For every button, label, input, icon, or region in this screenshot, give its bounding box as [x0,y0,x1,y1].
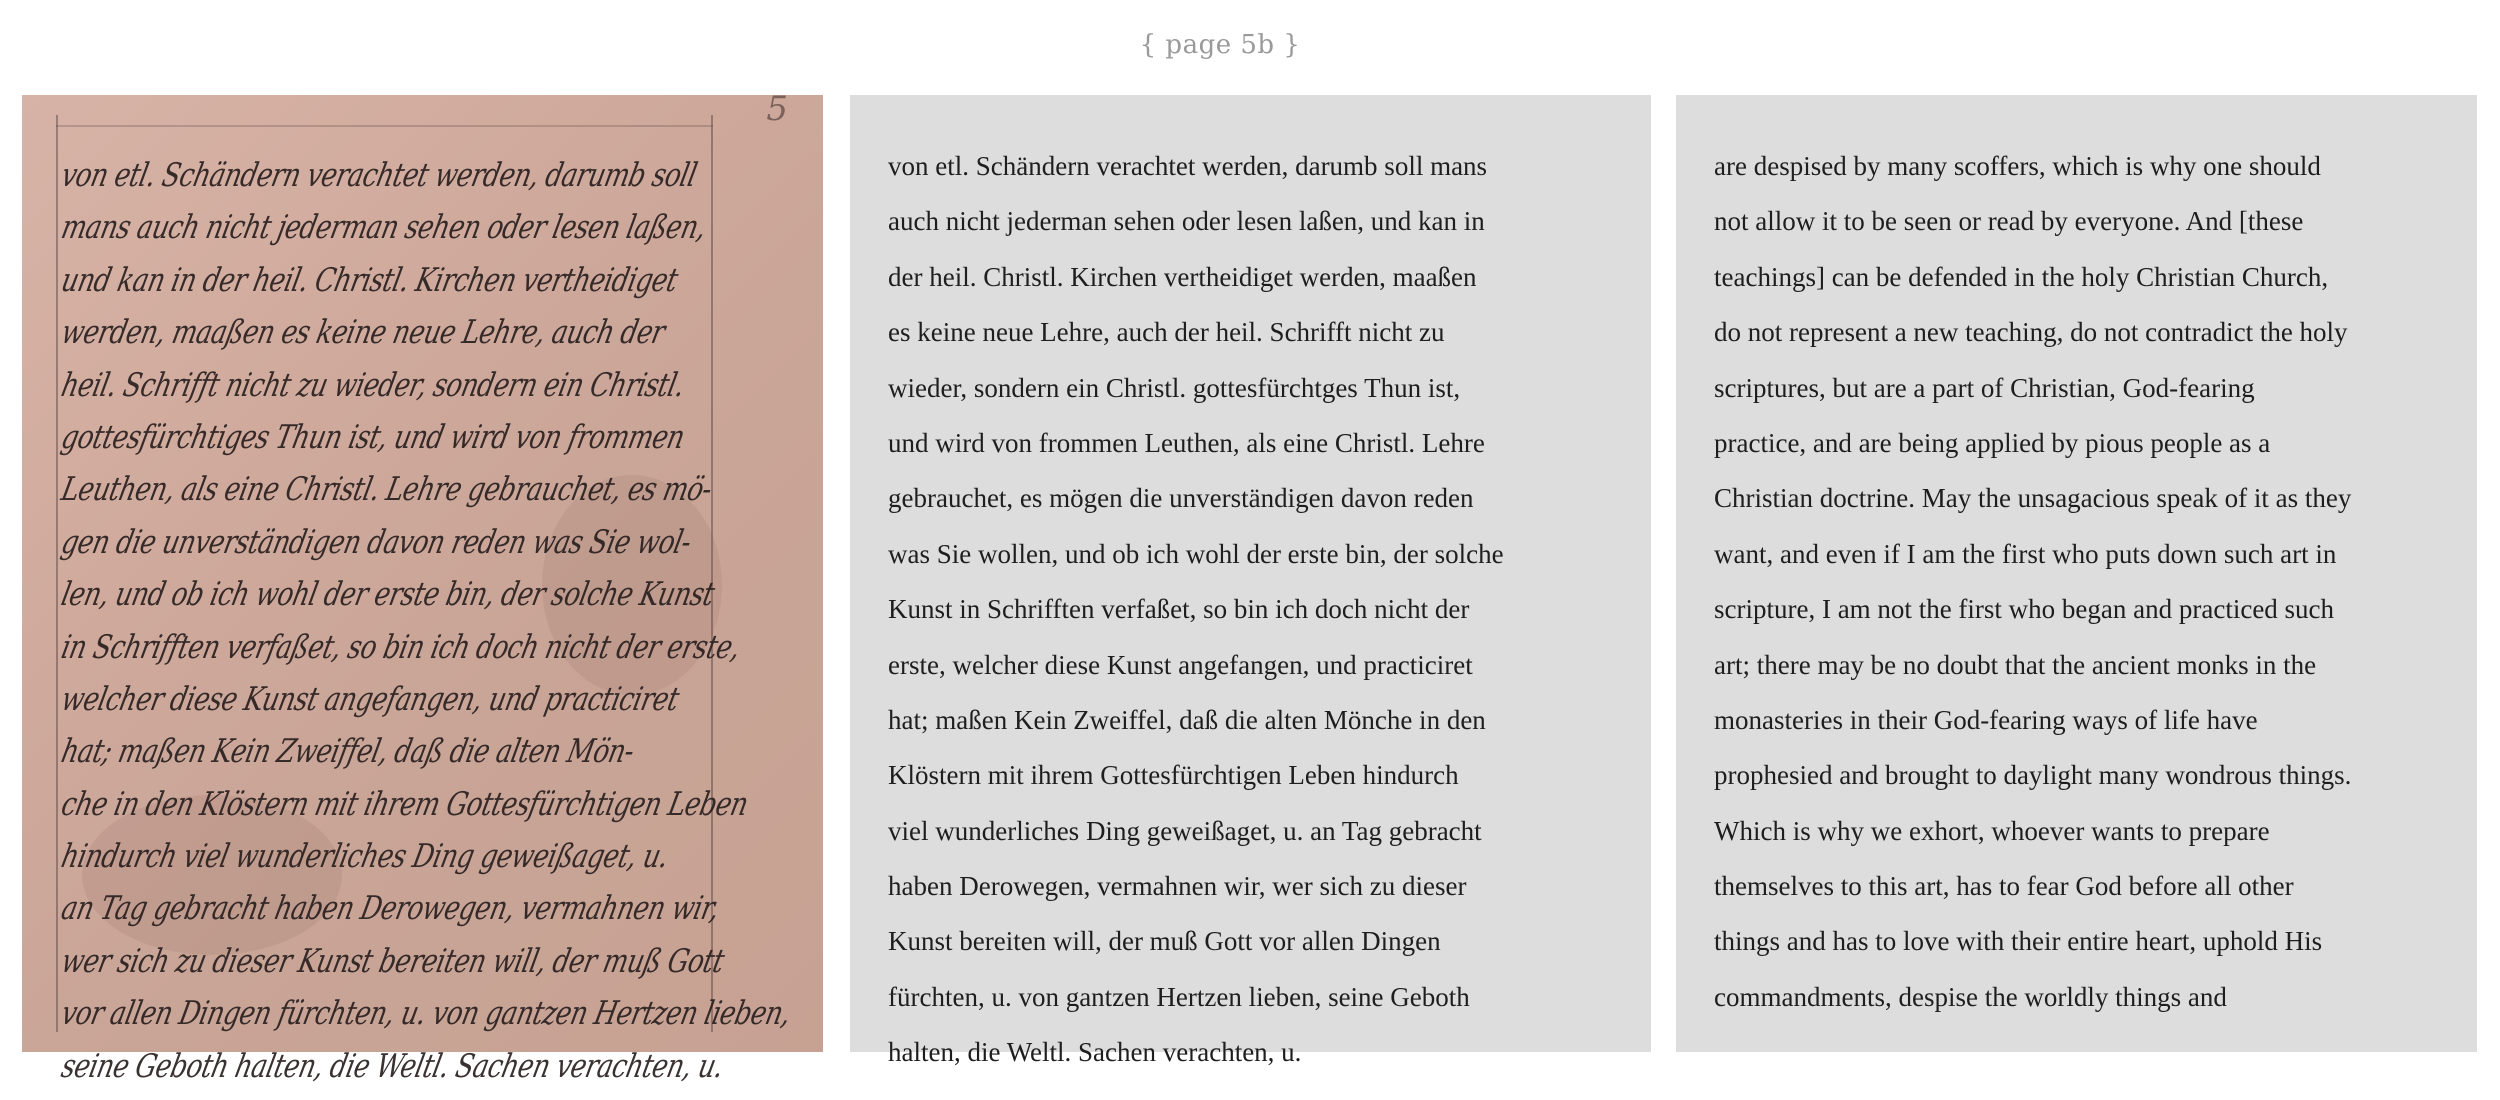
german-line: Klöstern mit ihrem Gottesfürchtigen Leben hindurch [888,760,1459,791]
german-line: der heil. Christl. Kirchen vertheidiget werden, maaßen [888,261,1477,292]
manuscript-line: Leuthen, als eine Christl. Lehre gebrauchet, es mö- [58,471,715,510]
folio-number: 5 [766,89,788,129]
german-line: erste, welcher diese Kunst angefangen, und practiciret [888,649,1473,680]
english-translation [1714,139,2437,1025]
english-line: want, and even if I am the first who puts down such art in [1714,538,2337,569]
manuscript-line: an Tag gebracht haben Derowegen, vermahnen wir, [58,890,723,929]
manuscript-line: gottesfürchtiges Thun ist, und wird von frommen [58,419,688,457]
english-translation-panel [1676,95,2477,1052]
english-line: themselves to this art, has to fear God before all other [1714,871,2294,902]
english-line: practice, and are being applied by pious people as a [1714,427,2271,458]
manuscript-line: mans auch nicht jederman sehen oder lesen laßen, [58,209,709,248]
english-line: teachings] can be defended in the holy Christian Church, [1714,261,2329,292]
german-line: gebrauchet, es mögen die unverständigen davon reden [888,483,1474,514]
english-line: do not represent a new teaching, do not contradict the holy [1714,317,2348,348]
german-transcription [888,139,1611,1081]
english-line: Which is why we exhort, whoever wants to prepare [1714,815,2270,846]
german-line: auch nicht jederman sehen oder lesen laßen, und kan in [888,206,1485,237]
manuscript-image [22,89,823,1086]
english-line: prophesied and brought to daylight many wondrous things. [1714,760,2352,791]
english-line: commandments, despise the worldly things and [1714,981,2227,1012]
manuscript-line: seine Geboth halten, die Weltl. Sachen verachten, u. [58,1047,727,1086]
manuscript-line: vor allen Dingen fürchten, u. von gantzen Hertzen lieben, [58,995,794,1033]
german-line: wieder, sondern ein Christl. gottesfürchtges Thun ist, [888,372,1461,403]
manuscript-line: welcher diese Kunst angefangen, und practiciret [58,681,682,719]
english-line: Christian doctrine. May the unsagacious speak of it as they [1714,483,2352,514]
manuscript-line: und kan in der heil. Christl. Kirchen vertheidiget [58,261,681,300]
german-line: hat; maßen Kein Zweiffel, daß die alten Mönche in den [888,704,1486,735]
german-line: Kunst bereiten will, der muß Gott vor allen Dingen [888,926,1441,957]
english-line: not allow it to be seen or read by everyone. And [these [1714,206,2304,237]
german-line: was Sie wollen, und ob ich wohl der erste bin, der solche [888,538,1504,569]
english-line: are despised by many scoffers, which is why one should [1714,151,2321,181]
manuscript-line: heil. Schrifft nicht zu wieder, sondern ein Christl. [58,366,688,405]
german-line: halten, die Weltl. Sachen verachten, u. [888,1037,1302,1068]
german-transcription-panel [850,95,1651,1068]
manuscript-line: gen die unverständigen davon reden was Sie wol- [58,523,695,562]
manuscript-line: che in den Klöstern mit ihrem Gottesfürchtigen Leben [58,785,752,824]
manuscript-line: hindurch viel wunderliches Ding geweißaget, u. [58,838,672,876]
manuscript-line: len, und ob ich wohl der erste bin, der solche Kunst [58,576,718,614]
manuscript-line: von etl. Schändern verachtet werden, darumb soll [58,157,700,195]
manuscript-line: hat; maßen Kein Zweiffel, daß die alten Mön- [58,733,638,771]
german-line: Kunst in Schrifften verfaßet, so bin ich doch nicht der [888,594,1470,625]
german-line: fürchten, u. von gantzen Hertzen lieben, seine Geboth [888,981,1470,1012]
english-line: monasteries in their God-fearing ways of life have [1714,704,2258,735]
german-line: viel wunderliches Ding geweißaget, u. an Tag gebracht [888,815,1482,846]
english-line: art; there may be no doubt that the ancient monks in the [1714,649,2317,680]
german-line: es keine neue Lehre, auch der heil. Schrifft nicht zu [888,317,1445,348]
manuscript-handwriting [58,150,794,1093]
german-line: und wird von frommen Leuthen, als eine Christl. Lehre [888,427,1485,458]
german-line: von etl. Schändern verachtet werden, darumb soll mans [888,151,1488,181]
english-line: scripture, I am not the first who began and practiced such [1714,594,2335,625]
german-line: haben Derowegen, vermahnen wir, wer sich zu dieser [888,871,1467,902]
manuscript-line: in Schrifften verfaßet, so bin ich doch nicht der erste, [58,628,744,667]
manuscript-line: wer sich zu dieser Kunst bereiten will, der muß Gott [58,943,728,981]
english-line: things and has to love with their entire heart, uphold His [1714,926,2323,957]
page-label: { page 5b } [1139,30,1301,60]
manuscript-line: werden, maaßen es keine neue Lehre, auch der [58,314,668,352]
english-line: scriptures, but are a part of Christian, God-fearing [1714,372,2255,403]
